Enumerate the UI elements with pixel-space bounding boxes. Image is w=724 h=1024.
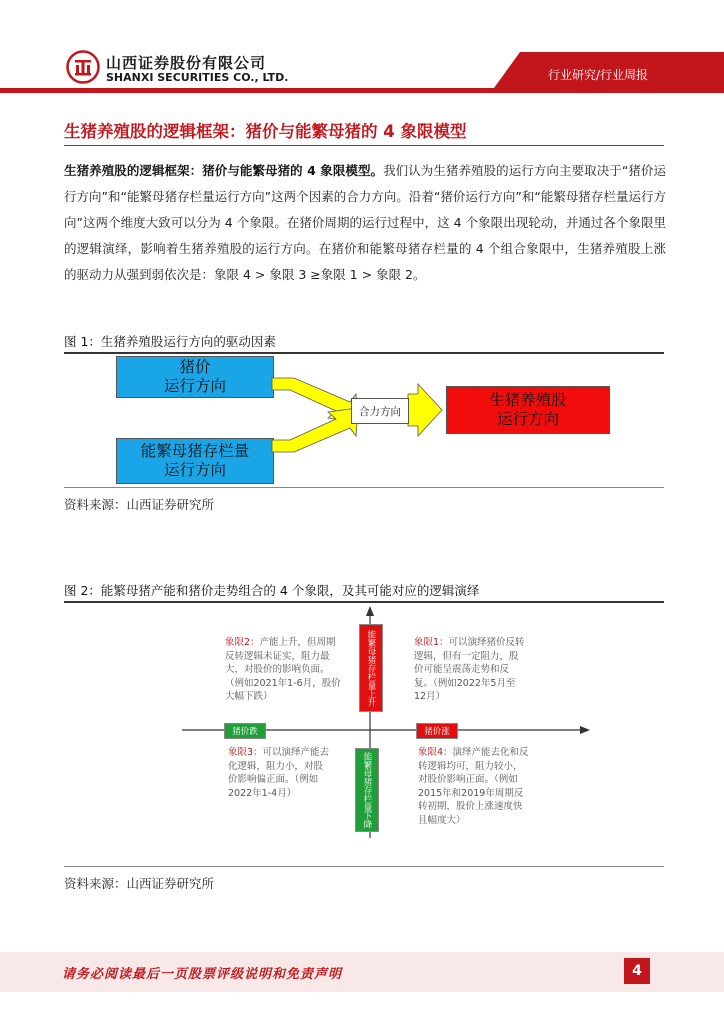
quadrant2-text	[225, 636, 343, 704]
quadrant3-body: 可以演绎产能去化逻辑，阻力小，对股价影响偏正面。（例如2022年1-4月）	[228, 747, 330, 799]
result-line2: 运行方向	[496, 410, 559, 428]
pig-price-line1: 猪价	[179, 358, 211, 376]
figure1-bottom-rule	[64, 487, 664, 488]
pig-price-fall-label: 猪价跌	[224, 723, 266, 739]
quadrant2-label: 象限2：	[225, 637, 260, 648]
quadrant4-body: 演绎产能去化和反转逻辑均可，阻力较小，对股价影响正面。（例如2015年和2019年周期反转初期，股价上涨速度快且幅度大）	[418, 747, 529, 826]
footer-disclaimer: 请务必阅读最后一页股票评级说明和免责声明	[62, 967, 343, 982]
sow-inventory-box	[116, 438, 274, 484]
sow-rise-label: 能繁母猪存栏量上升	[359, 624, 383, 712]
quadrant1-text	[414, 636, 526, 704]
quadrant4-label: 象限4：	[418, 747, 453, 758]
pig-price-box	[116, 356, 274, 398]
combined-direction-box: 合力方向	[351, 398, 409, 424]
company-name-en: SHANXI SECURITIES CO., LTD.	[106, 71, 289, 84]
sow-fall-label: 能繁母猪存栏量下降	[355, 748, 379, 832]
pig-stock-direction-box	[446, 386, 610, 434]
sow-line2: 运行方向	[163, 461, 226, 479]
paragraph-lead: 生猪养殖股的逻辑框架：猪价与能繁母猪的 4 象限模型。	[64, 163, 384, 178]
quadrant1-label: 象限1：	[414, 637, 449, 648]
page-number: 4	[624, 958, 650, 984]
quadrant3-text	[228, 746, 332, 800]
quadrant4-text	[418, 746, 530, 827]
body-paragraph	[64, 158, 666, 288]
paragraph-text: 我们认为生猪养殖股的运行方向主要取决于“猪价运行方向”和“能繁母猪存栏量运行方向”这两个因素的合力方向。沿着“猪价运行方向”和“能繁母猪存栏量运行方向”这两个维度大致可以分为 4 个象限。在猪价周期的运行过程中，这 4 个象限出现轮动，并通过各个象限里的逻辑演绎，影响着生猪养殖股的运行方向。在猪价和能繁母猪存栏量的 4 个组合象限中，生猪养殖股上涨的驱动力从强到弱依次是：象限 4 > 象限 3 ≥象限 1 > 象限 2。	[64, 163, 666, 282]
figure1-top-rule	[64, 352, 664, 354]
figure1-caption: 图 1：生猪养殖股运行方向的驱动因素	[64, 334, 276, 349]
figure2-bottom-rule	[64, 866, 664, 867]
figure1-source: 资料来源：山西证券研究所	[64, 497, 215, 512]
title-divider	[64, 145, 664, 146]
quadrant3-label: 象限3：	[228, 747, 263, 758]
quadrant2-body: 产能上升，但周期反转逻辑未证实，阻力最大，对股价的影响负面。（例如2021年1-6月，股价大幅下跌）	[225, 637, 341, 702]
result-line1: 生猪养殖股	[489, 391, 567, 409]
figure2-source: 资料来源：山西证券研究所	[64, 876, 215, 891]
figure2-caption: 图 2：能繁母猪产能和猪价走势组合的 4 个象限，及其可能对应的逻辑演绎	[64, 583, 480, 598]
quadrant1-body: 可以演绎猪价反转逻辑，但有一定阻力，股价可能呈震荡走势和反复。（例如2022年5月至12月）	[414, 637, 525, 702]
company-name-cn: 山西证券股份有限公司	[106, 54, 267, 72]
pig-price-line2: 运行方向	[163, 377, 226, 395]
page-title: 生猪养殖股的逻辑框架：猪价与能繁母猪的 4 象限模型	[64, 122, 467, 141]
sow-line1: 能繁母猪存栏量	[140, 442, 250, 460]
pig-price-rise-label: 猪价涨	[416, 723, 458, 739]
report-category: 行业研究/行业周报	[548, 68, 649, 82]
